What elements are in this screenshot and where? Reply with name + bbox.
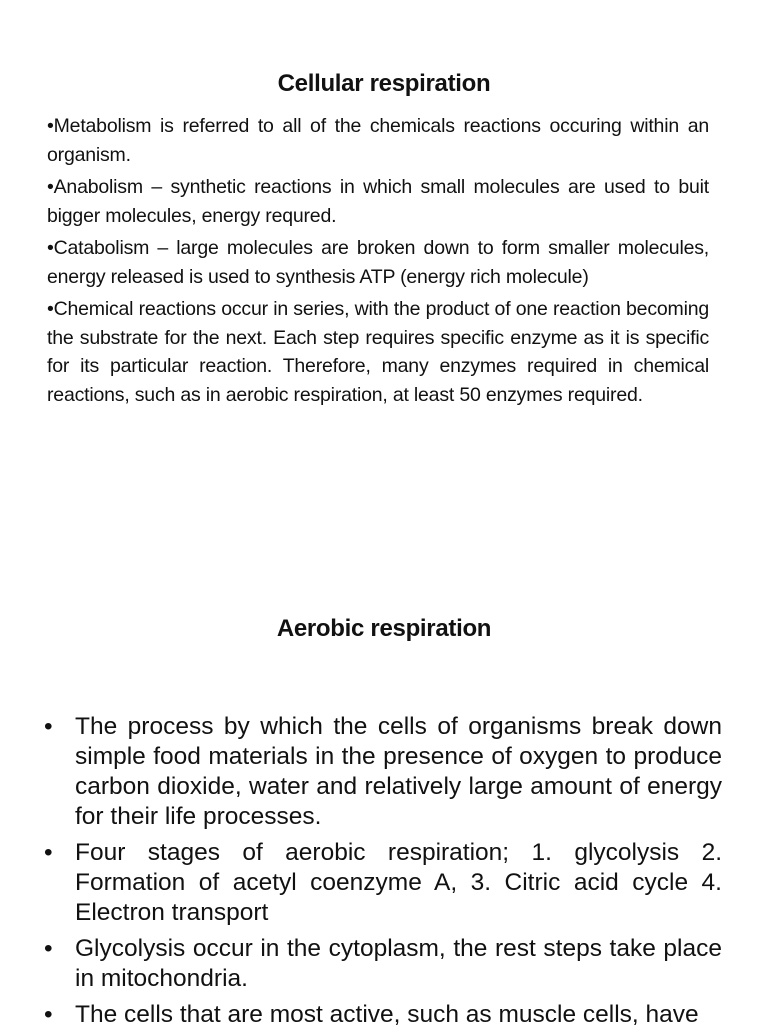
- paragraph-anabolism: •Anabolism – synthetic reactions in which small molecules are used to buit bigger molecules, energy requred.: [47, 176, 709, 227]
- paragraph-chemical-reactions: •Chemical reactions occur in series, with the product of one reaction becoming the substrate for the next. Each step requires specific enzyme as it is specific for its particular reaction. Therefore, many enzymes required in chemical reactions, such as in aerobic respiration, at least 50 enzymes required.: [47, 298, 709, 406]
- bullet-icon: •: [44, 935, 53, 962]
- slide-aerobic-respiration: [0, 540, 768, 1028]
- list-item: [44, 1000, 722, 1030]
- bullet-list: [44, 712, 722, 1036]
- bullet-icon: •: [44, 713, 53, 740]
- slide-title: Aerobic respiration: [276, 615, 492, 642]
- bullet-icon: •: [44, 1001, 53, 1028]
- list-item: [44, 838, 722, 928]
- paragraph-metabolism: •Metabolism is referred to all of the chemicals reactions occuring within an organism.: [47, 115, 709, 166]
- list-item-text: Glycolysis occur in the cytoplasm, the rest steps take place in mitochondria.: [75, 935, 722, 992]
- list-item-text: The process by which the cells of organisms break down simple food materials in the presence of oxygen to produce carbon dioxide, water and relatively large amount of energy for their life processes.: [75, 713, 722, 830]
- list-item: [44, 934, 722, 994]
- slide-body: [47, 112, 709, 413]
- list-item-text: Four stages of aerobic respiration; 1. glycolysis 2. Formation of acetyl coenzyme A, 3. Citric acid cycle 4. Electron transport: [75, 839, 722, 926]
- bullet-icon: •: [44, 839, 53, 866]
- paragraph-catabolism: •Catabolism – large molecules are broken down to form smaller molecules, energy released is used to synthesis ATP (energy rich molecule): [47, 237, 709, 288]
- list-item-text: The cells that are most active, such as muscle cells, have: [75, 1001, 699, 1028]
- slide-title: Cellular respiration: [277, 70, 491, 97]
- list-item: [44, 712, 722, 832]
